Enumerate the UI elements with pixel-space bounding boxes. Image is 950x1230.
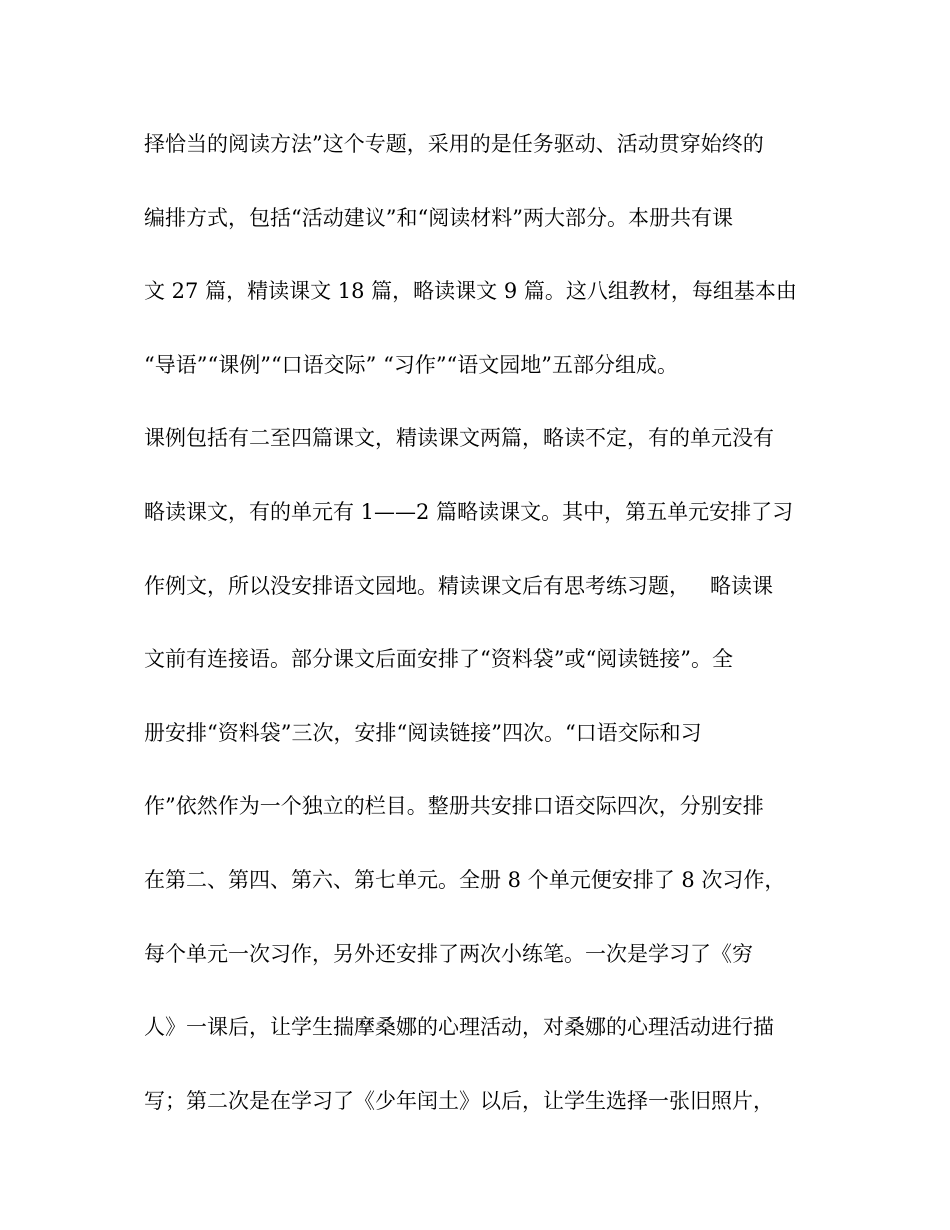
text-line-11: 在第二、第四、第六、第七单元。全册 8 个单元便安排了 8 次习作， (144, 867, 786, 892)
text-line-8: 文前有连接语。部分课文后面安排了“资料袋”或“阅读链接”。全 (144, 647, 733, 672)
text-line-13: 人》一课后，让学生揣摩桑娜的心理活动，对桑娜的心理活动进行描 (144, 1015, 774, 1040)
text-line-14: 写；第二次是在学习了《少年闰土》以后，让学生选择一张旧照片， (144, 1088, 774, 1113)
text-line-10: 作”依然作为一个独立的栏目。整册共安排口语交际四次，分别安排 (144, 794, 764, 819)
text-line-2: 编排方式，包括“活动建议”和“阅读材料”两大部分。本册共有课 (144, 205, 733, 230)
text-line-3: 文 27 篇，精读课文 18 篇，略读课文 9 篇。这八组教材，每组基本由 (144, 279, 797, 304)
text-line-4: “导语”“课例”“口语交际” “习作”“语文园地”五部分组成。 (144, 352, 679, 377)
document-body (144, 124, 814, 1154)
text-line-5: 课例包括有二至四篇课文，精读课文两篇，略读不定，有的单元没有 (144, 426, 774, 451)
text-line-6: 略读课文，有的单元有 1——2 篇略读课文。其中，第五单元安排了习 (144, 499, 794, 524)
text-line-7: 作例文，所以没安排语文园地。精读课文后有思考练习题， 略读课 (144, 573, 774, 598)
text-line-1: 择恰当的阅读方法”这个专题，采用的是任务驱动、活动贯穿始终的 (144, 132, 764, 156)
text-line-9: 册安排“资料袋”三次，安排“阅读链接”四次。“口语交际和习 (144, 720, 702, 745)
text-line-12: 每个单元一次习作，另外还安排了两次小练笔。一次是学习了《穷 (144, 941, 753, 966)
